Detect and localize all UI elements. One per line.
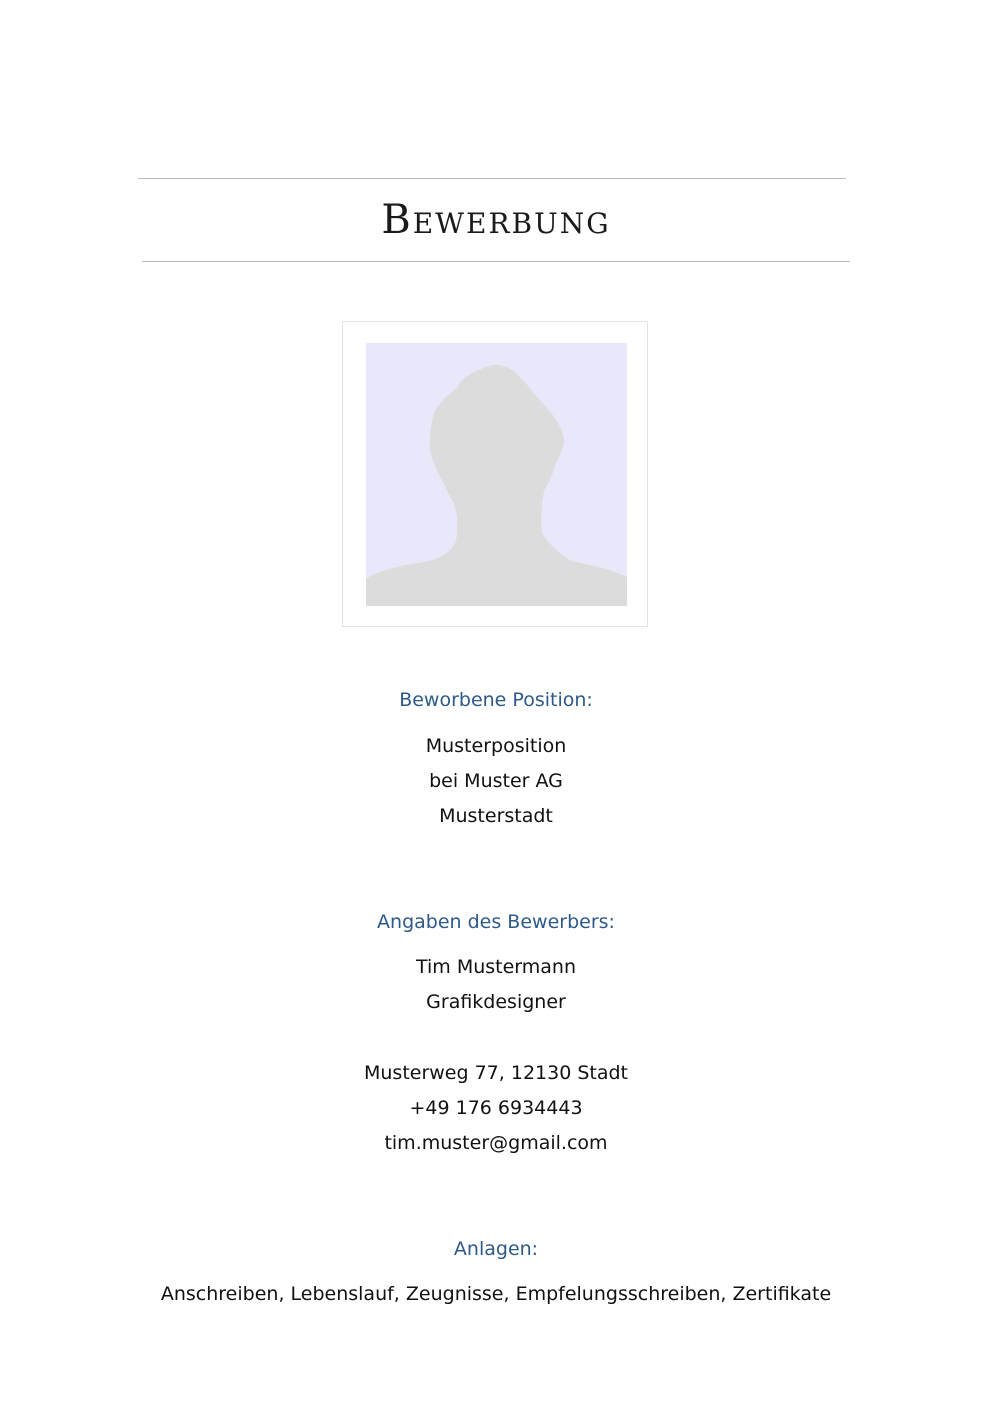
attachments-heading: Anlagen:: [453, 1238, 539, 1260]
applicant-name: Tim Mustermann: [415, 956, 577, 978]
title-top-rule: [138, 178, 846, 179]
position-company: bei Muster AG: [429, 770, 563, 792]
person-silhouette-icon: [366, 343, 627, 606]
attachments-list: Anschreiben, Lebenslauf, Zeugnisse, Empfelungsschreiben, Zertifikate: [160, 1283, 832, 1305]
applicant-heading: Angaben des Bewerbers:: [377, 911, 615, 933]
applicant-email: tim.muster@gmail.com: [384, 1132, 608, 1154]
page-title: Bewerbung: [381, 197, 611, 243]
applicant-profession: Grafikdesigner: [426, 991, 566, 1013]
applicant-photo: [366, 343, 627, 606]
position-city: Musterstadt: [439, 805, 553, 827]
title-bottom-rule: [142, 261, 850, 262]
applicant-address: Musterweg 77, 12130 Stadt: [363, 1062, 628, 1084]
position-heading: Beworbene Position:: [399, 689, 593, 711]
position-title: Musterposition: [425, 735, 567, 757]
applicant-photo-frame: [342, 321, 648, 627]
applicant-phone: +49 176 6934443: [409, 1097, 583, 1119]
